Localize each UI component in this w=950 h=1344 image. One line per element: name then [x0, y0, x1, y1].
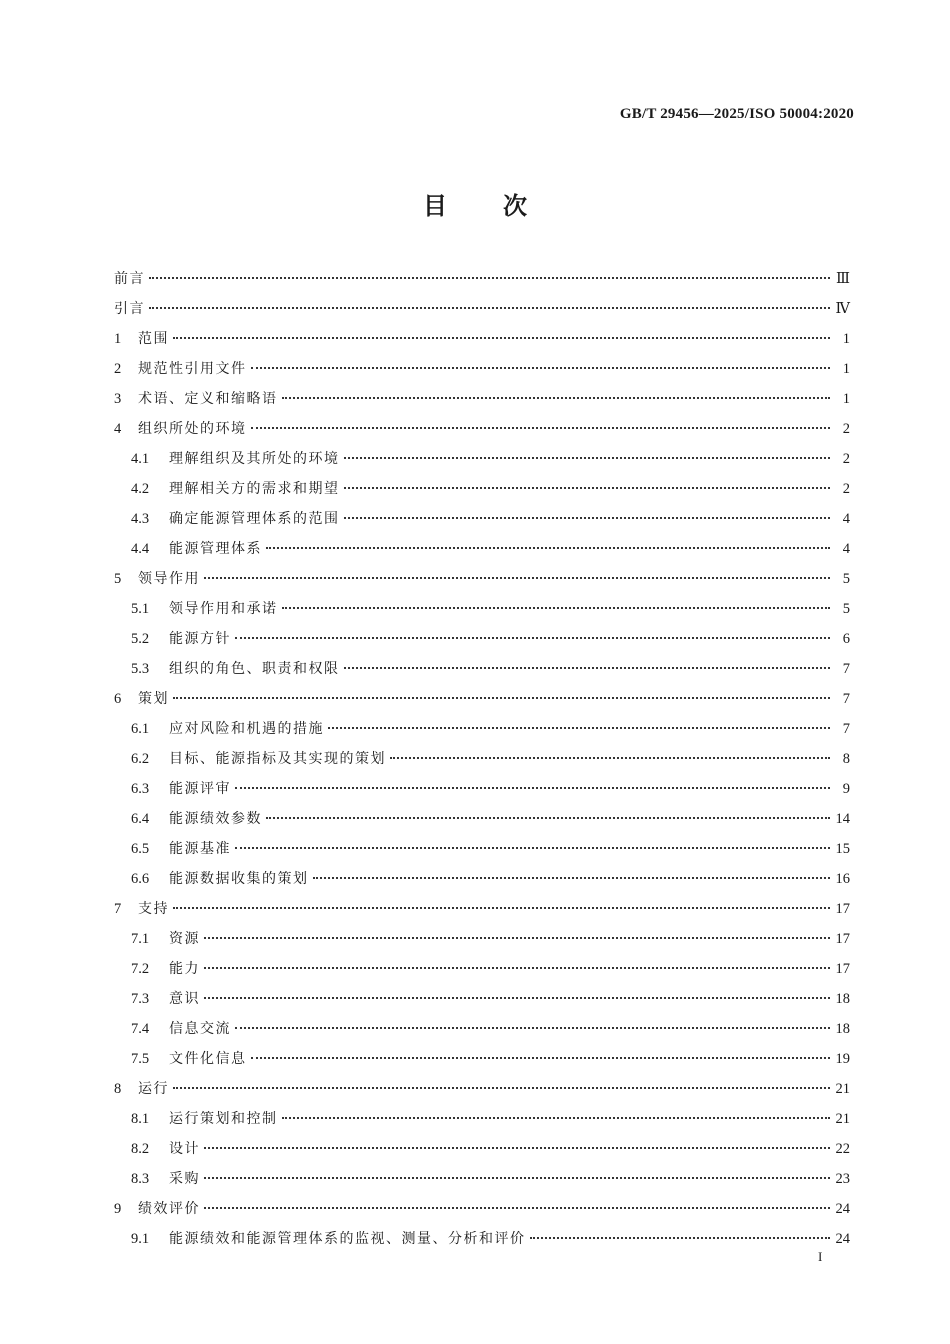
toc-entry[interactable] [114, 358, 850, 388]
toc-entry-number: 5.1 [131, 601, 150, 617]
toc-entry[interactable] [114, 508, 850, 538]
dot-leader [282, 1117, 830, 1119]
toc-entry-title: 能力 [169, 961, 200, 977]
toc-entry-title: 信息交流 [169, 1021, 231, 1037]
toc-entry-number: 4.3 [131, 511, 150, 527]
toc-entry[interactable] [114, 478, 850, 508]
dot-leader [235, 1027, 830, 1029]
toc-entry[interactable] [114, 868, 850, 898]
toc-entry-number: 8.2 [131, 1141, 150, 1157]
toc-entry-page: Ⅳ [835, 301, 850, 317]
toc-entry-page: 7 [842, 661, 850, 677]
toc-entry-number: 2 [114, 361, 122, 377]
toc-entry-page: 1 [842, 361, 850, 377]
toc-entry-number: 6.4 [131, 811, 150, 827]
dot-leader [328, 727, 830, 729]
toc-entry-number: 4.4 [131, 541, 150, 557]
toc-entry-page: 7 [842, 691, 850, 707]
toc-entry-title: 能源绩效和能源管理体系的监视、测量、分析和评价 [169, 1231, 526, 1247]
toc-entry-number: 1 [114, 331, 122, 347]
dot-leader [173, 907, 830, 909]
toc-entry-title: 术语、定义和缩略语 [138, 391, 278, 407]
toc-entry-number: 7 [114, 901, 122, 917]
toc-entry-page: 2 [842, 421, 850, 437]
toc-entry-number: 6 [114, 691, 122, 707]
toc-entry[interactable] [114, 628, 850, 658]
toc-entry[interactable] [114, 718, 850, 748]
toc-entry-number: 6.6 [131, 871, 150, 887]
toc-entry-page: 18 [835, 991, 850, 1007]
toc-entry-title: 支持 [138, 901, 169, 917]
toc-entry[interactable] [114, 268, 850, 298]
toc-entry[interactable] [114, 898, 850, 928]
toc-entry[interactable] [114, 598, 850, 628]
toc-entry-page: 19 [835, 1051, 850, 1067]
standard-number: GB/T 29456—2025/ISO 50004:2020 [619, 106, 854, 122]
toc-entry-title: 目标、能源指标及其实现的策划 [169, 751, 386, 767]
toc-entry-page: 4 [842, 541, 850, 557]
toc-entry-title: 能源基准 [169, 841, 231, 857]
toc-entry-page: Ⅲ [836, 271, 850, 287]
toc-entry-number: 5 [114, 571, 122, 587]
dot-leader [251, 1057, 830, 1059]
dot-leader [282, 607, 831, 609]
toc-entry-page: 15 [835, 841, 850, 857]
dot-leader [235, 847, 830, 849]
toc-entry-page: 24 [835, 1231, 850, 1247]
toc-entry-page: 23 [835, 1171, 850, 1187]
dot-leader [204, 1207, 830, 1209]
toc-entry-title: 领导作用和承诺 [169, 601, 278, 617]
toc-entry-title: 资源 [169, 931, 200, 947]
toc-entry-title: 运行策划和控制 [169, 1111, 278, 1127]
toc-entry-title: 策划 [138, 691, 169, 707]
toc-entry-title: 规范性引用文件 [138, 361, 247, 377]
toc-entry-page: 24 [835, 1201, 850, 1217]
toc-entry-number: 8 [114, 1081, 122, 1097]
toc-entry-title: 引言 [114, 301, 145, 317]
toc-entry-number: 6.1 [131, 721, 150, 737]
toc-entry-title: 应对风险和机遇的措施 [169, 721, 324, 737]
toc-entry-title: 组织所处的环境 [138, 421, 247, 437]
toc-entry-page: 8 [842, 751, 850, 767]
toc-entry-title: 设计 [169, 1141, 200, 1157]
toc-entry-number: 4 [114, 421, 122, 437]
toc-entry[interactable] [114, 748, 850, 778]
dot-leader [173, 1087, 830, 1089]
dot-leader [173, 697, 830, 699]
toc-entry-number: 3 [114, 391, 122, 407]
dot-leader [149, 307, 830, 309]
dot-leader [266, 817, 830, 819]
toc-entry-page: 17 [835, 901, 850, 917]
toc-entry-title: 能源方针 [169, 631, 231, 647]
toc-entry-page: 7 [842, 721, 850, 737]
dot-leader [204, 577, 830, 579]
dot-leader [204, 1177, 830, 1179]
toc-entry[interactable] [114, 838, 850, 868]
toc-entry-title: 理解相关方的需求和期望 [169, 481, 340, 497]
toc-entry-title: 采购 [169, 1171, 200, 1187]
dot-leader [251, 367, 831, 369]
toc-entry[interactable] [114, 328, 850, 358]
toc-entry-number: 8.3 [131, 1171, 150, 1187]
toc-entry-number: 9.1 [131, 1231, 150, 1247]
toc-entry-page: 2 [842, 451, 850, 467]
toc-entry-page: 21 [835, 1111, 850, 1127]
dot-leader [344, 517, 831, 519]
toc-entry-number: 5.2 [131, 631, 150, 647]
dot-leader [266, 547, 830, 549]
toc-entry[interactable] [114, 1138, 850, 1168]
toc-entry-title: 理解组织及其所处的环境 [169, 451, 340, 467]
dot-leader [530, 1237, 830, 1239]
page-title: 目次 [423, 192, 583, 220]
toc-entry[interactable] [114, 418, 850, 448]
toc-entry-number: 5.3 [131, 661, 150, 677]
toc-entry-number: 9 [114, 1201, 122, 1217]
toc-entry[interactable] [114, 1168, 850, 1198]
toc-entry-number: 6.2 [131, 751, 150, 767]
dot-leader [204, 937, 830, 939]
dot-leader [204, 997, 830, 999]
toc-entry[interactable] [114, 808, 850, 838]
dot-leader [344, 667, 831, 669]
toc-entry-page: 16 [835, 871, 850, 887]
toc-entry-page: 1 [842, 391, 850, 407]
toc-entry[interactable] [114, 1018, 850, 1048]
toc-entry[interactable] [114, 298, 850, 328]
toc-entry-title: 组织的角色、职责和权限 [169, 661, 340, 677]
toc-entry-title: 运行 [138, 1081, 169, 1097]
toc-entry-title: 文件化信息 [169, 1051, 247, 1067]
toc-entry-title: 领导作用 [138, 571, 200, 587]
toc-entry[interactable] [114, 1228, 850, 1258]
dot-leader [173, 337, 830, 339]
toc-entry-page: 14 [835, 811, 850, 827]
toc-entry[interactable] [114, 688, 850, 718]
toc-entry-number: 4.2 [131, 481, 150, 497]
toc-entry-page: 2 [842, 481, 850, 497]
dot-leader [235, 787, 830, 789]
dot-leader [344, 487, 831, 489]
toc-entry[interactable] [114, 448, 850, 478]
toc-entry-title: 能源数据收集的策划 [169, 871, 309, 887]
toc-entry-page: 6 [842, 631, 850, 647]
toc-entry[interactable] [114, 568, 850, 598]
dot-leader [204, 1147, 830, 1149]
toc-entry-number: 7.5 [131, 1051, 150, 1067]
toc-entry[interactable] [114, 658, 850, 688]
toc-entry-number: 7.2 [131, 961, 150, 977]
toc-entry-number: 6.3 [131, 781, 150, 797]
toc-entry-number: 7.4 [131, 1021, 150, 1037]
dot-leader [251, 427, 831, 429]
toc-entry-number: 6.5 [131, 841, 150, 857]
toc-entry[interactable] [114, 1048, 850, 1078]
toc-entry[interactable] [114, 538, 850, 568]
toc-entry-number: 8.1 [131, 1111, 150, 1127]
toc-entry-page: 18 [835, 1021, 850, 1037]
toc-entry-page: 17 [835, 961, 850, 977]
toc-entry-title: 能源管理体系 [169, 541, 262, 557]
toc-entry[interactable] [114, 1198, 850, 1228]
toc-entry-title: 绩效评价 [138, 1201, 200, 1217]
toc-entry-page: 5 [842, 601, 850, 617]
toc-entry-title: 能源评审 [169, 781, 231, 797]
toc-entry-page: 21 [835, 1081, 850, 1097]
toc-entry-page: 1 [842, 331, 850, 347]
toc-entry-page: 9 [842, 781, 850, 797]
table-of-contents [114, 268, 850, 1258]
dot-leader [390, 757, 830, 759]
toc-entry[interactable] [114, 778, 850, 808]
toc-entry-title: 范围 [138, 331, 169, 347]
toc-entry-title: 能源绩效参数 [169, 811, 262, 827]
page-number: I [818, 1249, 823, 1264]
toc-entry-number: 7.3 [131, 991, 150, 1007]
dot-leader [235, 637, 830, 639]
toc-entry[interactable] [114, 958, 850, 988]
toc-entry-page: 4 [842, 511, 850, 527]
toc-entry-title: 前言 [114, 271, 145, 287]
dot-leader [344, 457, 831, 459]
toc-entry-page: 22 [835, 1141, 850, 1157]
dot-leader [204, 967, 830, 969]
toc-entry[interactable] [114, 1078, 850, 1108]
toc-entry-page: 17 [835, 931, 850, 947]
dot-leader [149, 277, 830, 279]
toc-entry[interactable] [114, 988, 850, 1018]
dot-leader [313, 877, 830, 879]
toc-entry-title: 意识 [169, 991, 200, 1007]
toc-entry-title: 确定能源管理体系的范围 [169, 511, 340, 527]
dot-leader [282, 397, 831, 399]
toc-entry[interactable] [114, 388, 850, 418]
toc-entry[interactable] [114, 928, 850, 958]
toc-entry-number: 7.1 [131, 931, 150, 947]
toc-entry[interactable] [114, 1108, 850, 1138]
toc-entry-number: 4.1 [131, 451, 150, 467]
toc-entry-page: 5 [842, 571, 850, 587]
